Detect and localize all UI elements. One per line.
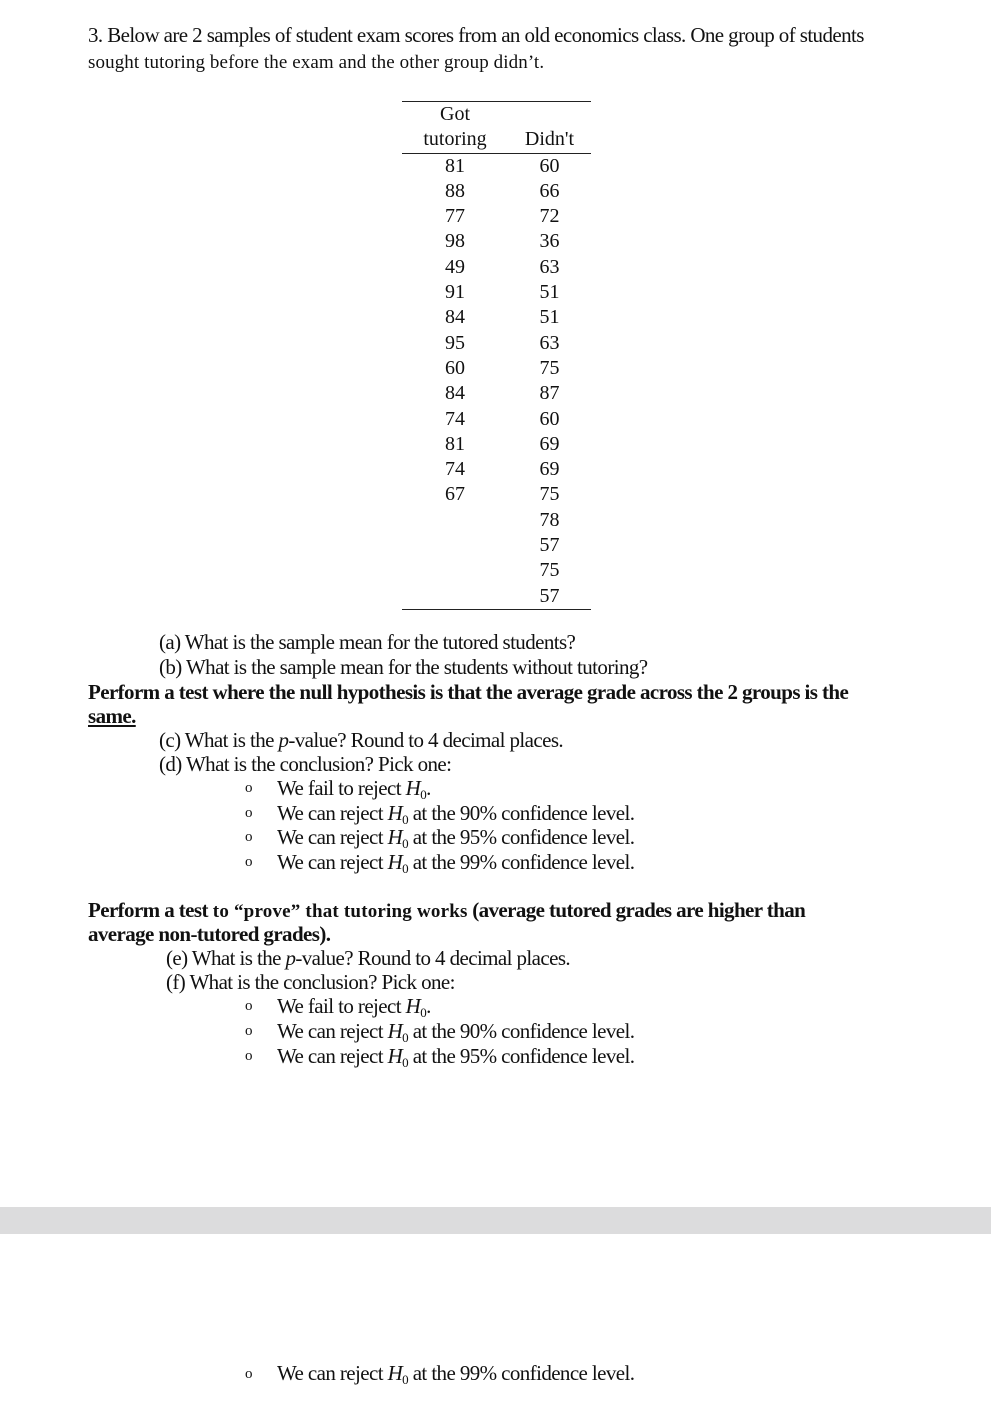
option-f-fail: We fail to reject $H_0$. (277, 994, 431, 1020)
table-row (402, 280, 591, 305)
option-d-95: We can reject $H_0$ at the 95% confidence level. (277, 825, 635, 851)
table-row (402, 457, 591, 482)
cell-untutored: 51 (539, 281, 560, 304)
table-row (402, 381, 591, 406)
cell-untutored: 75 (539, 356, 560, 379)
option-f-90: We can reject $H_0$ at the 90% confidence level. (277, 1019, 635, 1045)
radio-d-95[interactable]: o (245, 829, 253, 845)
table-row (402, 255, 591, 280)
option-f-99: We can reject $H_0$ at the 99% confidence level. (277, 1361, 635, 1387)
option-d-90: We can reject $H_0$ at the 90% confidence level. (277, 801, 635, 827)
radio-f-fail[interactable]: o (245, 998, 253, 1014)
cell-tutored: 95 (445, 331, 465, 354)
test1-line-2: same. (88, 704, 136, 728)
cell-untutored: 78 (539, 508, 560, 531)
scores-body (402, 153, 591, 609)
header-got-line1: Got (402, 102, 508, 128)
radio-f-99[interactable]: o (245, 1366, 253, 1382)
cell-untutored: 72 (539, 205, 560, 228)
question-b: (b) What is the sample mean for the students without tutoring? (159, 655, 648, 679)
cell-untutored: 57 (508, 584, 591, 610)
cell-untutored: 75 (539, 559, 560, 582)
table-row (402, 305, 591, 330)
cell-tutored: 98 (445, 230, 465, 253)
cell-tutored: 74 (445, 458, 465, 481)
question-f: (f) What is the conclusion? Pick one: (166, 970, 455, 994)
option-f-95: We can reject $H_0$ at the 95% confidence level. (277, 1044, 635, 1070)
cell-tutored: 81 (445, 432, 465, 455)
radio-f-90[interactable]: o (245, 1023, 253, 1039)
table-row (402, 153, 591, 179)
cell-tutored: 81 (445, 154, 465, 177)
cell-tutored: 84 (445, 382, 465, 405)
test2-line-1: Perform a test to “prove” that tutoring works (average tutored grades are higher than (88, 898, 806, 922)
table-row (402, 432, 591, 457)
option-d-fail: We fail to reject $H_0$. (277, 776, 431, 802)
cell-untutored: 63 (539, 331, 560, 354)
cell-tutored: 67 (445, 483, 465, 506)
cell-tutored: 77 (445, 205, 465, 228)
table-row (402, 229, 591, 254)
cell-untutored: 66 (539, 179, 560, 202)
option-d-99: We can reject $H_0$ at the 99% confidence level. (277, 850, 635, 876)
scores-table (402, 101, 591, 610)
cell-tutored: 74 (445, 407, 465, 430)
table-row (402, 356, 591, 381)
radio-f-95[interactable]: o (245, 1048, 253, 1064)
question-e: (e) What is the p-value? Round to 4 decimal places. (166, 946, 571, 970)
cell-tutored: 84 (445, 306, 465, 329)
cell-untutored: 60 (539, 407, 560, 430)
radio-d-99[interactable]: o (245, 854, 253, 870)
header-got-line2: tutoring (402, 127, 508, 153)
cell-untutored: 69 (539, 432, 560, 455)
cell-untutored: 63 (539, 255, 560, 278)
cell-untutored: 69 (539, 458, 560, 481)
intro-line-2: sought tutoring before the exam and the other group didn’t. (88, 52, 545, 73)
question-d: (d) What is the conclusion? Pick one: (159, 752, 452, 776)
intro-line-1: 3. Below are 2 samples of student exam scores from an old economics class. One group of students (88, 23, 864, 47)
table-row (402, 533, 591, 558)
table-row (402, 407, 591, 432)
cell-tutored (402, 584, 508, 610)
table-row (402, 508, 591, 533)
table-row (402, 482, 591, 507)
cell-tutored: 49 (445, 255, 465, 278)
table-row (402, 179, 591, 204)
test1-line-1: Perform a test where the null hypothesis is that the average grade across the 2 groups is the (88, 680, 849, 704)
page-break-divider (0, 1207, 991, 1234)
cell-untutored: 57 (539, 534, 560, 557)
cell-tutored (402, 533, 508, 558)
cell-tutored: 91 (445, 281, 465, 304)
table-row (402, 584, 591, 610)
table-row (402, 204, 591, 229)
cell-untutored: 36 (539, 230, 560, 253)
cell-untutored: 87 (539, 382, 560, 405)
cell-tutored (402, 558, 508, 583)
cell-tutored: 60 (445, 356, 465, 379)
radio-d-90[interactable]: o (245, 805, 253, 821)
radio-d-fail[interactable]: o (245, 780, 253, 796)
cell-tutored: 88 (445, 179, 465, 202)
cell-untutored: 51 (539, 306, 560, 329)
question-c: (c) What is the p-value? Round to 4 decimal places. (159, 728, 564, 752)
header-didnt: Didn't (508, 127, 591, 153)
cell-tutored (402, 508, 508, 533)
question-a: (a) What is the sample mean for the tutored students? (159, 630, 576, 654)
test2-line-2: average non-tutored grades). (88, 922, 331, 946)
cell-untutored: 75 (539, 483, 560, 506)
cell-untutored: 60 (539, 154, 560, 177)
table-row (402, 558, 591, 583)
table-row (402, 331, 591, 356)
